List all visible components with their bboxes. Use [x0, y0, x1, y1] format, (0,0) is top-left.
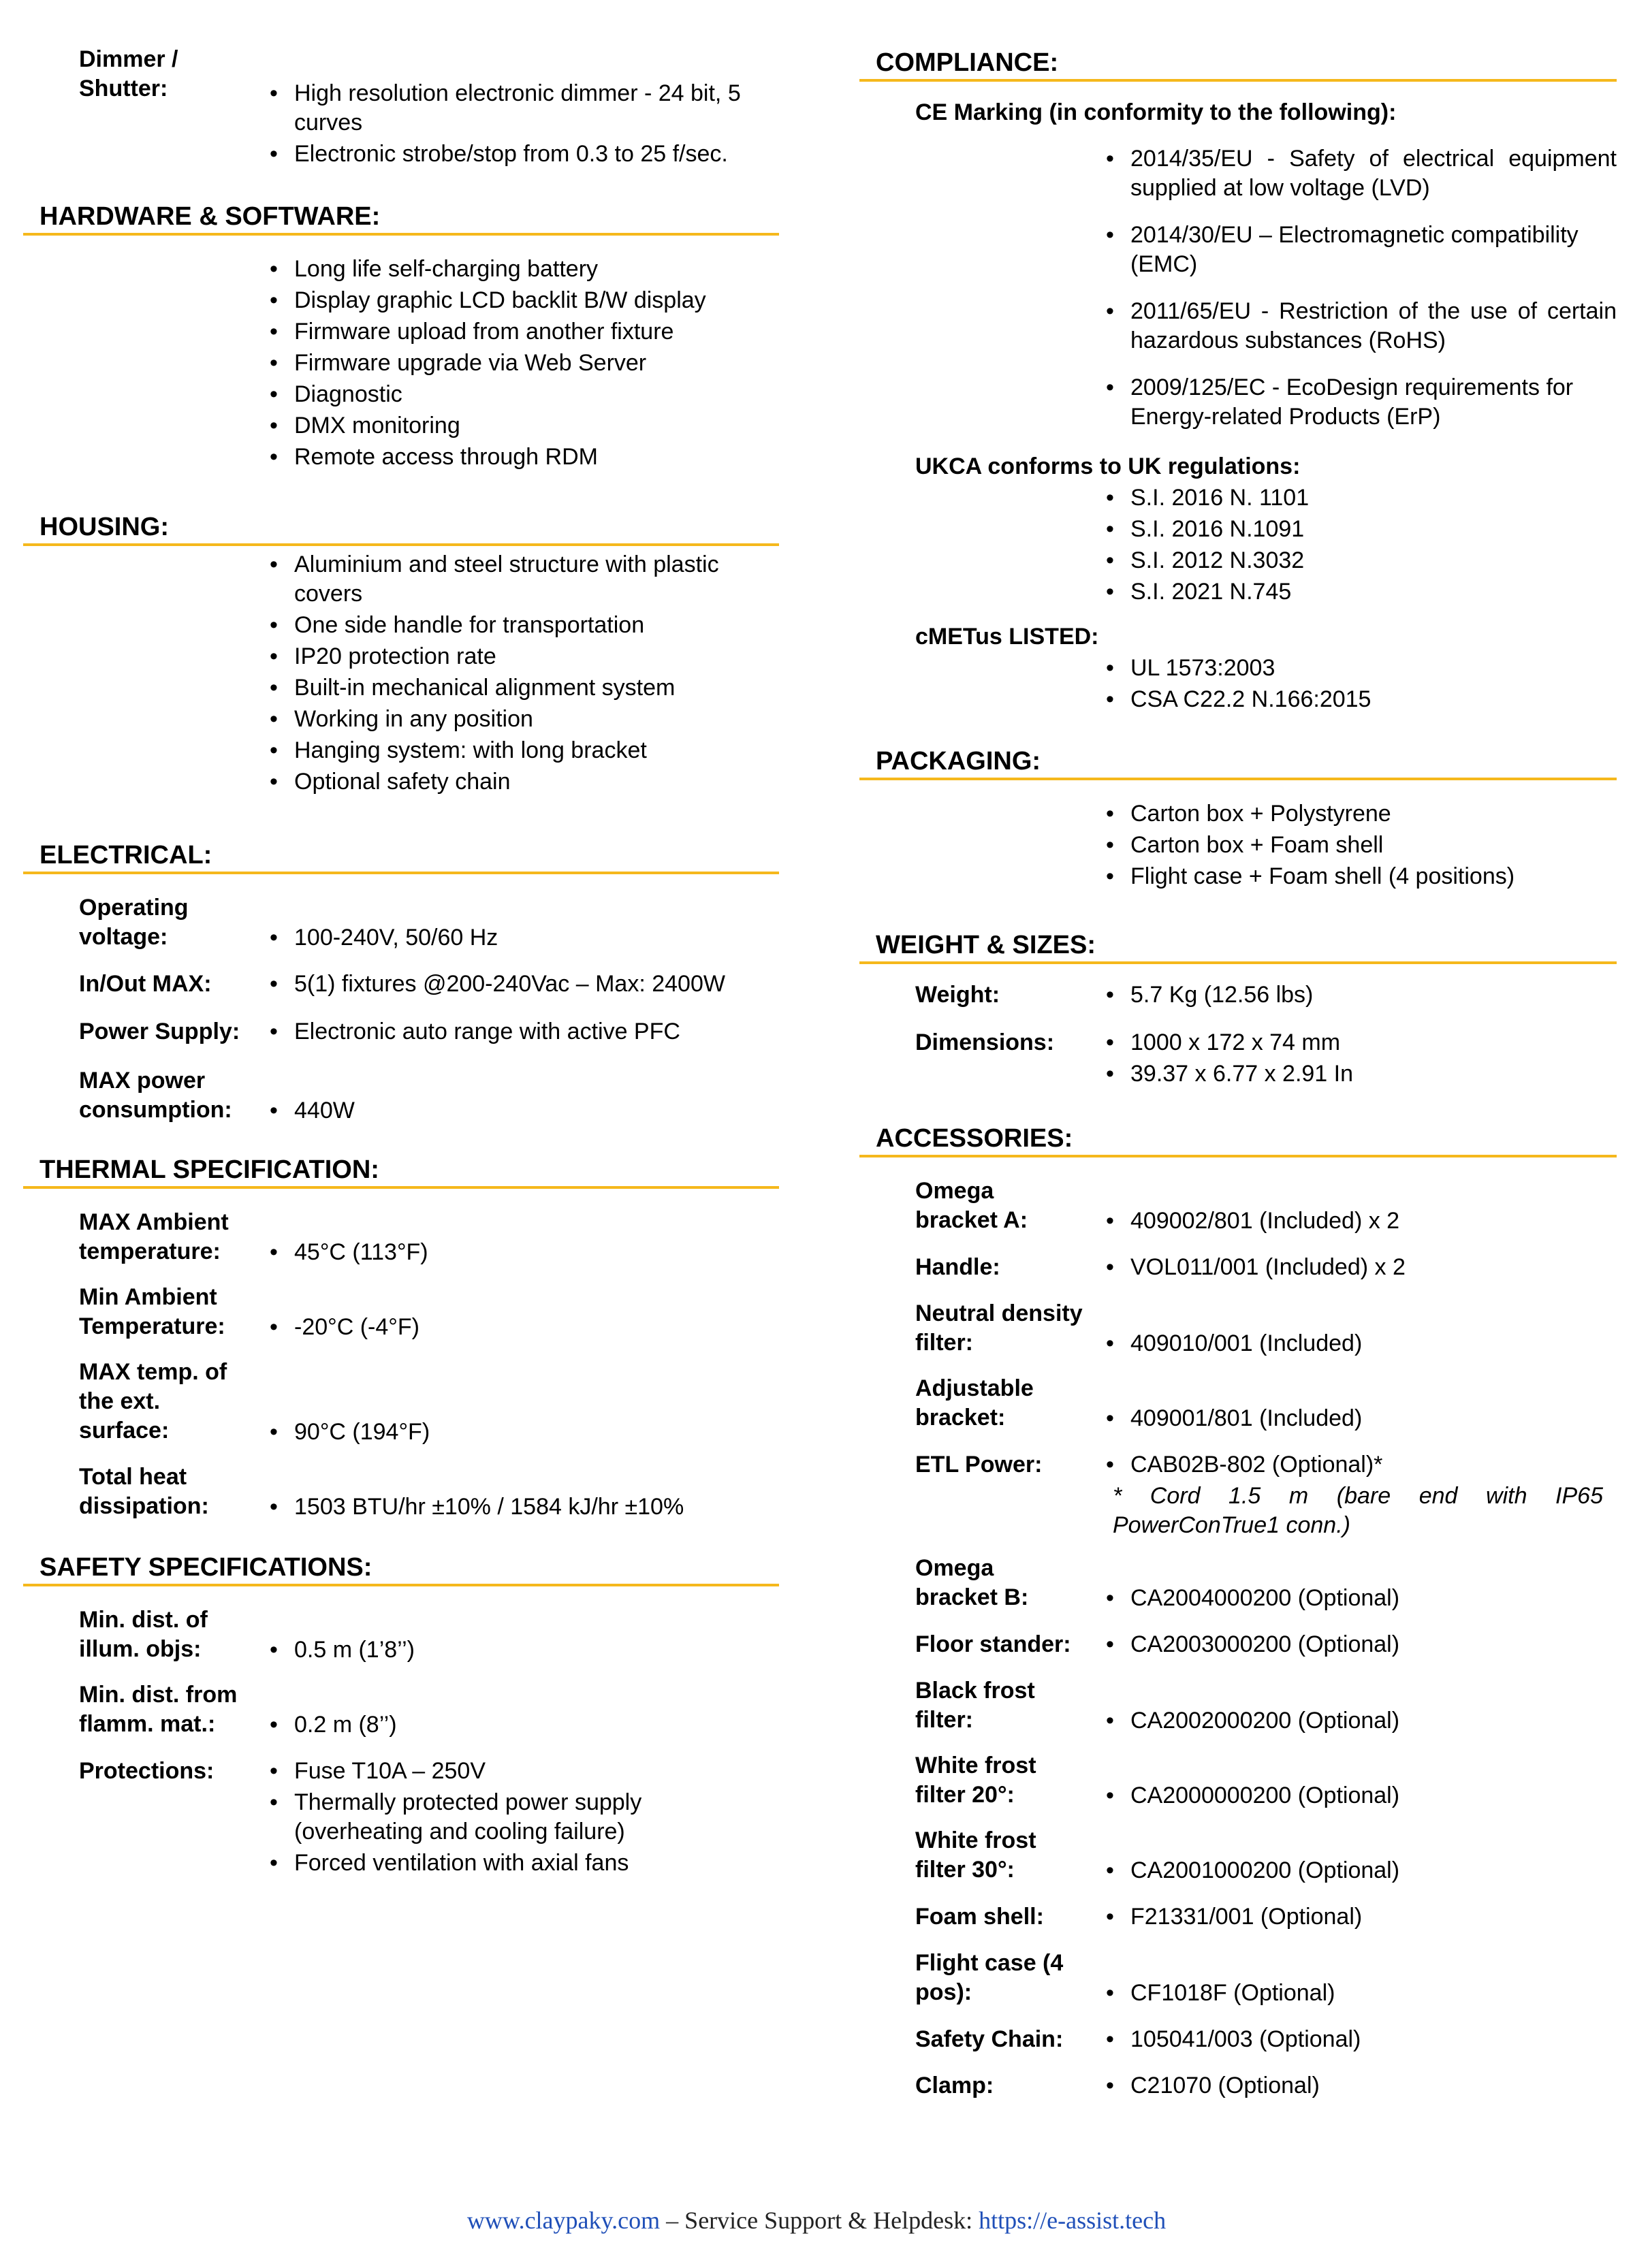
- list-item: • 409002/801 (Included) x 2: [1106, 1208, 1400, 1234]
- spec-label: Safety Chain:: [915, 2026, 1064, 2052]
- spec-list: [1105, 1253, 1617, 1284]
- spec-list: [1105, 1450, 1617, 1482]
- spec-label: White frost filter 20°:: [915, 1753, 1036, 1808]
- section-title: HOUSING:: [23, 512, 779, 546]
- section-safety: [23, 1552, 779, 1586]
- spec-label: Adjustable bracket:: [915, 1375, 1034, 1431]
- list-item: • CA2003000200 (Optional): [1106, 1631, 1400, 1657]
- spec-list: [1105, 1706, 1617, 1738]
- spec-label: Operating voltage:: [79, 895, 189, 950]
- list-item: • 2011/65/EU - Restriction of the use of certain hazardous substances (RoHS): [1106, 298, 1617, 353]
- dimmer-shutter-label: Dimmer / Shutter:: [79, 46, 178, 101]
- list-item: • 100-240V, 50/60 Hz: [270, 925, 498, 951]
- list-item: • 90°C (194°F): [270, 1419, 430, 1445]
- spec-label: Min. dist. of illum. objs:: [79, 1607, 208, 1662]
- list-item: • Diagnostic: [270, 381, 402, 407]
- ukca-label: UKCA conforms to UK regulations:: [915, 453, 1301, 479]
- spec-label: Clamp:: [915, 2073, 994, 2098]
- list-item: • Carton box + Foam shell: [1106, 832, 1384, 858]
- spec-list: [1105, 1630, 1617, 1661]
- list-item: • 0.2 m (8’’): [270, 1712, 397, 1738]
- ce-marking-label: CE Marking (in conformity to the following):: [915, 99, 1397, 125]
- spec-list: [268, 1757, 731, 1880]
- section-thermal: [23, 1155, 779, 1189]
- helpdesk-link[interactable]: https://e-assist.tech: [979, 2207, 1167, 2234]
- spec-list: [1105, 1856, 1617, 1887]
- spec-label: Foam shell:: [915, 1904, 1044, 1930]
- list-item: • 45°C (113°F): [270, 1239, 428, 1265]
- section-housing: [23, 512, 779, 546]
- spec-list: [1105, 2025, 1617, 2056]
- spec-list: [1105, 1207, 1617, 1238]
- list-item: • 2014/35/EU - Safety of electrical equipment supplied at low voltage (LVD): [1106, 146, 1617, 201]
- list-item: • S.I. 2016 N. 1101: [1106, 485, 1310, 511]
- list-item: • 0.5 m (1’8’’): [270, 1637, 415, 1663]
- spec-label: Min. dist. from flamm. mat.:: [79, 1682, 238, 1737]
- spec-list: [1105, 1404, 1617, 1435]
- spec-label: MAX Ambient temperature:: [79, 1209, 229, 1264]
- list-item: • Display graphic LCD backlit B/W display: [270, 287, 706, 313]
- spec-label: In/Out MAX:: [79, 971, 212, 997]
- spec-label: MAX temp. of the ext. surface:: [79, 1359, 227, 1443]
- list-item: • UL 1573:2003: [1106, 655, 1275, 681]
- spec-list: [268, 1710, 786, 1742]
- section-title: WEIGHT & SIZES:: [859, 930, 1617, 964]
- list-item: • Electronic auto range with active PFC: [270, 1019, 680, 1044]
- section-hardware-software: [23, 202, 779, 236]
- list-item: • CA2000000200 (Optional): [1106, 1783, 1400, 1808]
- spec-list: [1105, 1329, 1617, 1360]
- list-item: • 39.37 x 6.77 x 2.91 In: [1106, 1061, 1354, 1087]
- spec-list: [268, 1096, 786, 1128]
- page-footer: [0, 2206, 1633, 2235]
- list-item: • 2014/30/EU – Electromagnetic compatibility (EMC): [1106, 222, 1579, 277]
- list-item: • Thermally protected power supply (overheating and cooling failure): [270, 1789, 642, 1844]
- spec-label: Floor stander:: [915, 1631, 1071, 1657]
- spec-list: [268, 1017, 786, 1049]
- spec-label: ETL Power:: [915, 1452, 1043, 1478]
- list-item: • CA2002000200 (Optional): [1106, 1708, 1400, 1734]
- list-item: • One side handle for transportation: [270, 612, 645, 638]
- list-item: • C21070 (Optional): [1106, 2073, 1320, 2098]
- section-title: PACKAGING:: [859, 746, 1617, 780]
- spec-label: Power Supply:: [79, 1019, 240, 1044]
- spec-list: [268, 1238, 786, 1269]
- section-compliance: [859, 48, 1617, 82]
- spec-list: [268, 1635, 786, 1667]
- list-item: • Firmware upload from another fixture: [270, 319, 674, 345]
- ukca-list: [1105, 483, 1608, 609]
- list-item: • Forced ventilation with axial fans: [270, 1850, 629, 1876]
- spec-label: Protections:: [79, 1758, 215, 1784]
- list-item: • CAB02B-802 (Optional)*: [1106, 1452, 1383, 1478]
- spec-list: [1105, 2071, 1617, 2103]
- spec-list: [1105, 980, 1617, 1012]
- spec-list: [268, 1492, 799, 1524]
- spec-label: Black frost filter:: [915, 1678, 1035, 1733]
- list-item: • Carton box + Polystyrene: [1106, 801, 1391, 827]
- list-item: • CSA C22.2 N.166:2015: [1106, 686, 1372, 712]
- list-item: • -20°C (-4°F): [270, 1314, 419, 1340]
- list-item: • Firmware upgrade via Web Server: [270, 350, 647, 376]
- spec-label: Total heat dissipation:: [79, 1464, 209, 1519]
- list-item: • Hanging system: with long bracket: [270, 737, 647, 763]
- cmetus-list: [1105, 654, 1608, 716]
- spec-list: [1105, 1584, 1617, 1615]
- spec-list: [268, 1418, 786, 1449]
- footnote: * Cord 1.5 m (bare end with IP65 PowerConTrue1 conn.): [1113, 1483, 1603, 1538]
- section-title: ACCESSORIES:: [859, 1123, 1617, 1157]
- list-item: • Long life self-charging battery: [270, 256, 599, 282]
- spec-label: Dimensions:: [915, 1029, 1055, 1055]
- list-item: • Aluminium and steel structure with plastic covers: [270, 552, 719, 607]
- website-link[interactable]: www.claypaky.com: [466, 2207, 661, 2234]
- section-title: HARDWARE & SOFTWARE:: [23, 202, 779, 236]
- list-item: • Fuse T10A – 250V: [270, 1758, 486, 1784]
- list-item: • VOL011/001 (Included) x 2: [1106, 1254, 1406, 1280]
- spec-list: [1105, 1902, 1617, 1934]
- section-title: COMPLIANCE:: [859, 48, 1617, 82]
- list-item: • IP20 protection rate: [270, 643, 496, 669]
- list-item: • 1503 BTU/hr ±10% / 1584 kJ/hr ±10%: [270, 1494, 684, 1520]
- spec-label: White frost filter 30°:: [915, 1827, 1036, 1883]
- list-item: • CA2004000200 (Optional): [1106, 1585, 1400, 1611]
- list-item: • DMX monitoring: [270, 413, 460, 438]
- section-title: SAFETY SPECIFICATIONS:: [23, 1552, 779, 1586]
- spec-label: Omega bracket A:: [915, 1178, 1028, 1233]
- list-item: • 105041/003 (Optional): [1106, 2026, 1361, 2052]
- spec-label: Min Ambient Temperature:: [79, 1284, 225, 1339]
- spec-label: Neutral density filter:: [915, 1300, 1083, 1356]
- spec-list: [1105, 1028, 1617, 1091]
- packaging-list: [1105, 799, 1617, 893]
- list-item: • F21331/001 (Optional): [1106, 1904, 1363, 1930]
- footer-text: – Service Support & Helpdesk:: [660, 2207, 979, 2234]
- hardware-list: [268, 255, 786, 474]
- ce-list: [1105, 144, 1617, 434]
- list-item: • Electronic strobe/stop from 0.3 to 25 f/sec.: [270, 141, 728, 167]
- spec-list: [1105, 1781, 1617, 1812]
- list-item: • Flight case + Foam shell (4 positions): [1106, 863, 1515, 889]
- housing-list: [268, 550, 786, 799]
- list-item: • 5.7 Kg (12.56 lbs): [1106, 982, 1314, 1008]
- list-item: • 5(1) fixtures @200-240Vac – Max: 2400W: [270, 971, 725, 997]
- list-item: • CF1018F (Optional): [1106, 1980, 1335, 2006]
- section-title: THERMAL SPECIFICATION:: [23, 1155, 779, 1189]
- spec-list: [268, 970, 799, 1001]
- spec-label: Omega bracket B:: [915, 1555, 1029, 1610]
- list-item: • S.I. 2012 N.3032: [1106, 547, 1305, 573]
- list-item: • 1000 x 172 x 74 mm: [1106, 1029, 1341, 1055]
- spec-list: [268, 1313, 786, 1344]
- list-item: • Optional safety chain: [270, 769, 511, 795]
- section-packaging: [859, 746, 1617, 780]
- list-item: • High resolution electronic dimmer - 24 bit, 5 curves: [270, 80, 741, 135]
- dimmer-list: [268, 79, 786, 171]
- spec-list: [1105, 1979, 1617, 2010]
- section-electrical: [23, 840, 779, 874]
- spec-label: Handle:: [915, 1254, 1000, 1280]
- section-weight-sizes: [859, 930, 1617, 964]
- list-item: • 440W: [270, 1098, 355, 1123]
- list-item: • Working in any position: [270, 706, 533, 732]
- cmetus-label: cMETus LISTED:: [915, 624, 1099, 650]
- spec-label: Weight:: [915, 982, 1000, 1008]
- list-item: • CA2001000200 (Optional): [1106, 1857, 1400, 1883]
- list-item: • 409010/001 (Included): [1106, 1330, 1363, 1356]
- list-item: • Built-in mechanical alignment system: [270, 675, 676, 701]
- list-item: • S.I. 2021 N.745: [1106, 579, 1292, 605]
- spec-list: [268, 923, 786, 955]
- spec-label: MAX power consumption:: [79, 1068, 232, 1123]
- spec-label: Flight case (4 pos):: [915, 1950, 1064, 2005]
- list-item: • Remote access through RDM: [270, 444, 598, 470]
- list-item: • 409001/801 (Included): [1106, 1405, 1363, 1431]
- section-title: ELECTRICAL:: [23, 840, 779, 874]
- list-item: • S.I. 2016 N.1091: [1106, 516, 1305, 542]
- section-accessories: [859, 1123, 1617, 1157]
- list-item: • 2009/125/EC - EcoDesign requirements for Energy-related Products (ErP): [1106, 374, 1574, 430]
